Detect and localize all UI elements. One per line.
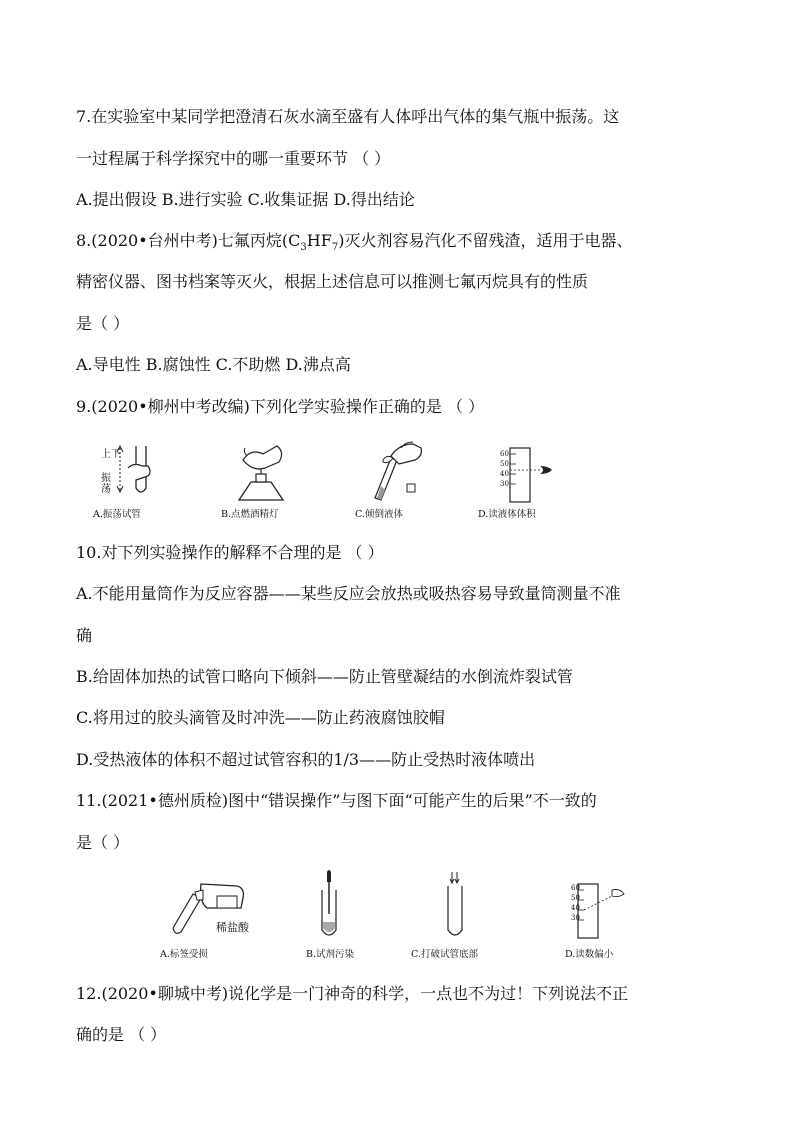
q10-option-a1: A.不能用量筒作为反应容器——某些反应会放热或吸热容易导致量筒测量不准 <box>76 584 621 603</box>
q11-tick-30: 30 <box>571 914 580 922</box>
reagent-bottle-icon <box>165 878 265 940</box>
dropper-in-tube-icon <box>312 870 352 942</box>
q9-figure-c <box>355 438 430 503</box>
q9-tick-50: 50 <box>500 460 509 468</box>
q10-option-a2: 确 <box>76 626 93 645</box>
q11-caption-a: A.标签受损 <box>160 949 208 960</box>
q9-line1: 9.(2020•柳州中考改编)下列化学实验操作正确的是 （ ） <box>76 397 485 416</box>
q8-line1-pre: 8.(2020•台州中考)七氟丙烷(C <box>76 231 301 250</box>
q12-line2: 确的是 （ ） <box>76 1025 167 1044</box>
q9-caption-b: B.点燃酒精灯 <box>221 509 279 520</box>
q11-figure-b <box>312 870 352 942</box>
q11-caption-d: D.读数偏小 <box>565 949 614 960</box>
q9-tick-40: 40 <box>500 470 509 478</box>
q10-option-b: B.给固体加热的试管口略向下倾斜——防止管壁凝结的水倒流炸裂试管 <box>76 667 573 686</box>
test-tube-arrows-icon <box>438 870 478 942</box>
q11-fig-a-label: 稀盐酸 <box>216 921 249 934</box>
q11-caption-b: B.试剂污染 <box>306 949 355 960</box>
q11-line1: 11.(2021•德州质检)图中“错误操作”与图下面“可能产生的后果”不一致的 <box>76 791 597 810</box>
q10-option-d: D.受热液体的体积不超过试管容积的1/3——防止受热时液体喷出 <box>76 750 536 769</box>
q9-caption-a: A.振荡试管 <box>93 509 141 520</box>
q8-line3: 是（ ） <box>76 314 130 333</box>
q7-options: A.提出假设 B.进行实验 C.收集证据 D.得出结论 <box>76 190 415 209</box>
q11-caption-c: C.打破试管底部 <box>411 949 478 960</box>
q11-tick-50: 50 <box>571 894 580 902</box>
q9-caption-c: C.倾倒液体 <box>355 509 403 520</box>
pouring-liquid-icon <box>355 438 430 503</box>
q8-line1 <box>76 230 632 259</box>
q8-line1-post: )灭火剂容易汽化不留残渣，适用于电器、 <box>338 231 633 250</box>
q8-line2: 精密仪器、图书档案等灭火，根据上述信息可以推测七氟丙烷具有的性质 <box>76 272 589 291</box>
q12-line1: 12.(2020•聊城中考)说化学是一门神奇的科学，一点也不为过！下列说法不正 <box>76 984 629 1003</box>
q11-tick-40: 40 <box>571 904 580 912</box>
q9-caption-d: D.读液体体积 <box>478 509 536 520</box>
q8-mid: HF <box>306 231 332 250</box>
q9-tick-60: 60 <box>500 450 509 458</box>
q8-options: A.导电性 B.腐蚀性 C.不助燃 D.沸点高 <box>76 355 351 374</box>
q9-fig-a-side-bottom: 振荡 <box>101 473 111 495</box>
q11-figure-c <box>438 870 478 942</box>
q9-figure-b <box>225 442 295 502</box>
q11-figure-a <box>165 878 265 940</box>
q10-line1: 10.对下列实验操作的解释不合理的是 （ ） <box>76 543 384 562</box>
q9-fig-a-side-top: 上下 <box>101 449 121 460</box>
q8-sub2: 7 <box>331 242 339 254</box>
q8-sub1: 3 <box>300 242 307 254</box>
q10-option-c: C.将用过的胶头滴管及时冲洗——防止药液腐蚀胶帽 <box>76 708 445 727</box>
alcohol-lamp-icon <box>225 442 295 504</box>
q9-tick-30: 30 <box>500 480 509 488</box>
q7-line2: 一过程属于科学探究中的哪一重要环节 （ ） <box>76 149 391 168</box>
q11-tick-60: 60 <box>571 884 580 892</box>
q11-line2: 是（ ） <box>76 833 130 852</box>
q7-line1: 7.在实验室中某同学把澄清石灰水滴至盛有人体呼出气体的集气瓶中振荡。这 <box>76 107 620 126</box>
